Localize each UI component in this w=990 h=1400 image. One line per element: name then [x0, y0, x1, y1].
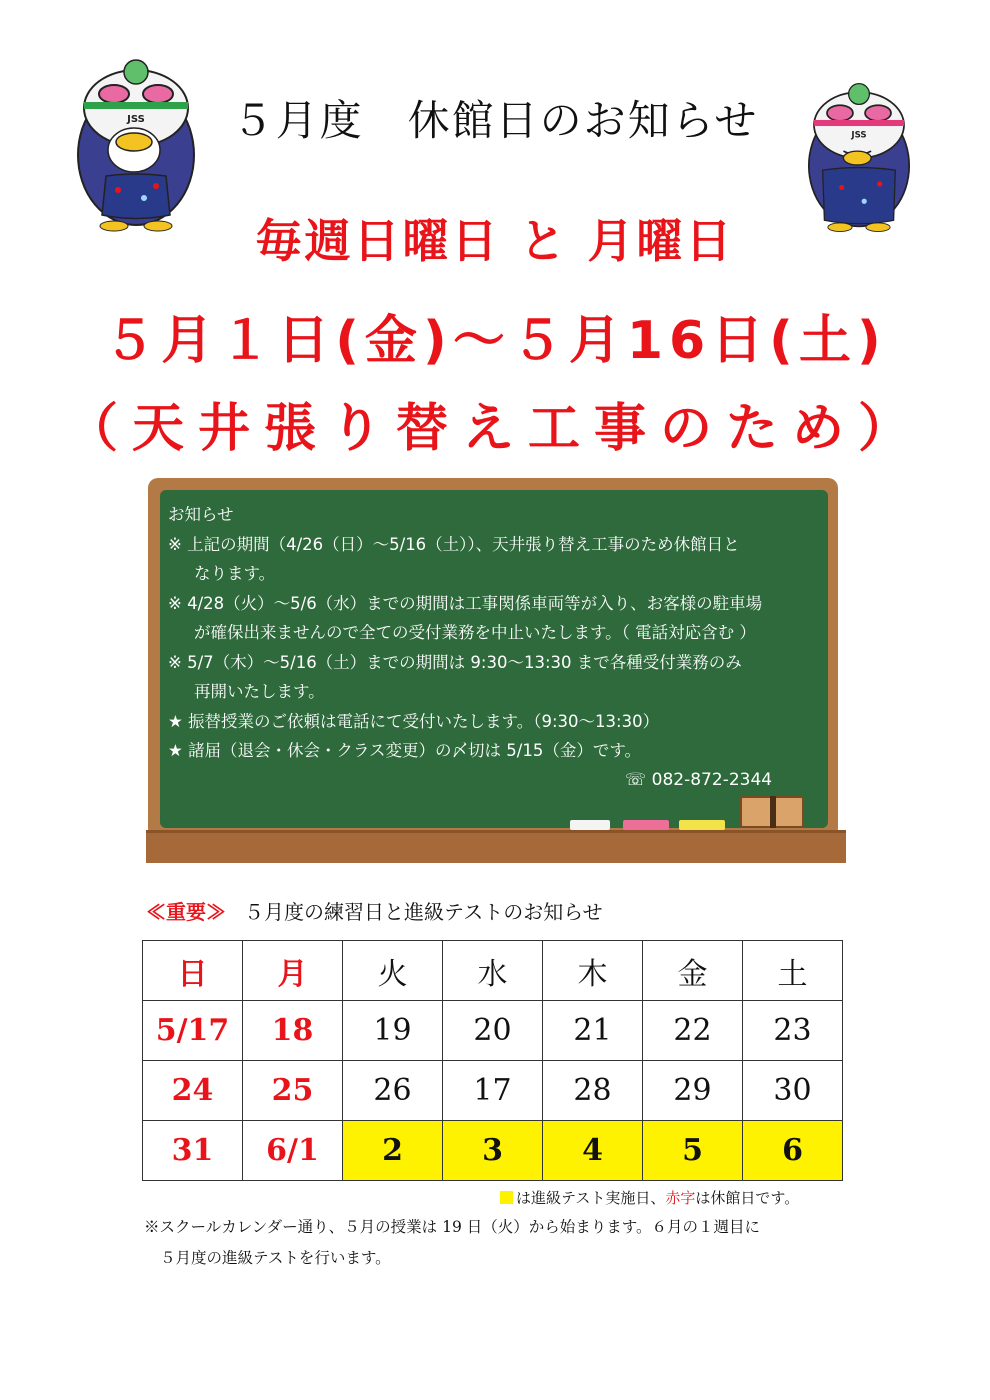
calendar-day: 30 — [743, 1061, 843, 1121]
notice-item: ★ 諸届（退会・休会・クラス変更）の〆切は 5/15（金）です。 — [168, 741, 642, 760]
page-title: ５月度 休館日のお知らせ — [231, 96, 759, 145]
calendar-day-test: 4 — [543, 1121, 643, 1181]
calendar-day-closed: 24 — [143, 1061, 243, 1121]
notice-item: ※ 4/28（火）～5/6（水）までの期間は工事関係車両等が入り、お客様の駐車場 — [168, 593, 763, 613]
closure-reason: （天井張り替え工事のため） — [65, 399, 924, 459]
practice-calendar — [142, 940, 843, 1181]
svg-text:JSS: JSS — [851, 130, 867, 141]
white-chalk — [570, 820, 610, 830]
weekday-header: 木 — [543, 941, 643, 1001]
calendar-day: 19 — [343, 1001, 443, 1061]
closure-weekly-days: 毎週日曜日 と 月曜日 — [255, 214, 735, 268]
calendar-day: 20 — [443, 1001, 543, 1061]
calendar-day: 17 — [443, 1061, 543, 1121]
calendar-day-test: 5 — [643, 1121, 743, 1181]
pink-chalk — [623, 820, 669, 830]
calendar-day-closed: 6/1 — [243, 1121, 343, 1181]
weekday-header: 金 — [643, 941, 743, 1001]
closure-date-range: ５月１日(金)～５月16日(土) — [103, 311, 887, 371]
eraser — [740, 796, 804, 828]
calendar-day: 29 — [643, 1061, 743, 1121]
weekday-header: 水 — [443, 941, 543, 1001]
calendar-day-test: 2 — [343, 1121, 443, 1181]
calendar-week-row — [143, 1001, 843, 1061]
yellow-chalk — [679, 820, 725, 830]
yellow-square-icon — [500, 1191, 513, 1204]
calendar-week-row — [143, 1061, 843, 1121]
notice-heading: お知らせ — [168, 505, 234, 524]
weekday-header: 月 — [243, 941, 343, 1001]
calendar-day-closed: 5/17 — [143, 1001, 243, 1061]
calendar-day-closed: 18 — [243, 1001, 343, 1061]
important-text: ５月度の練習日と進級テストのお知らせ — [244, 900, 603, 924]
calendar-day-closed: 31 — [143, 1121, 243, 1181]
weekday-header: 日 — [143, 941, 243, 1001]
svg-text:JSS: JSS — [127, 114, 145, 125]
calendar-header-row — [143, 941, 843, 1001]
notice-list — [168, 500, 818, 766]
footnote: ※スクールカレンダー通り、５月の授業は 19 日（火）から始まります。６月の１週目に ５月度の進級テストを行います。 — [144, 1218, 761, 1267]
calendar-day: 26 — [343, 1061, 443, 1121]
notice-item: ★ 振替授業のご依頼は電話にて受付いたします。（9:30～13:30） — [168, 711, 660, 731]
notice-item-continued: 再開いたします。 — [194, 682, 325, 701]
notice-item-continued: が確保出来ませんので全ての受付業務を中止いたします。（ 電話対応含む ） — [194, 623, 756, 642]
weekday-header: 火 — [343, 941, 443, 1001]
calendar-legend: は進級テスト実施日、赤字は休館日です。 — [500, 1187, 799, 1208]
calendar-day: 28 — [543, 1061, 643, 1121]
calendar-week-row — [143, 1121, 843, 1181]
calendar-day-test: 3 — [443, 1121, 543, 1181]
notice-item-continued: なります。 — [194, 564, 276, 583]
calendar-day: 22 — [643, 1001, 743, 1061]
calendar-day-closed: 25 — [243, 1061, 343, 1121]
calendar-day-test: 6 — [743, 1121, 843, 1181]
calendar-day: 21 — [543, 1001, 643, 1061]
weekday-header: 土 — [743, 941, 843, 1001]
notice-item: ※ 上記の期間（4/26（日）～5/16（土））、天井張り替え工事のため休館日と — [168, 534, 740, 554]
phone-number: ☏ 082-872-2344 — [625, 770, 773, 790]
important-tag: ≪重要≫ — [146, 900, 226, 924]
notice-item: ※ 5/7（木）～5/16（土）までの期間は 9:30～13:30 まで各種受付業務のみ — [168, 652, 742, 672]
calendar-day: 23 — [743, 1001, 843, 1061]
important-heading — [146, 896, 603, 925]
blackboard-ledge — [146, 830, 846, 863]
